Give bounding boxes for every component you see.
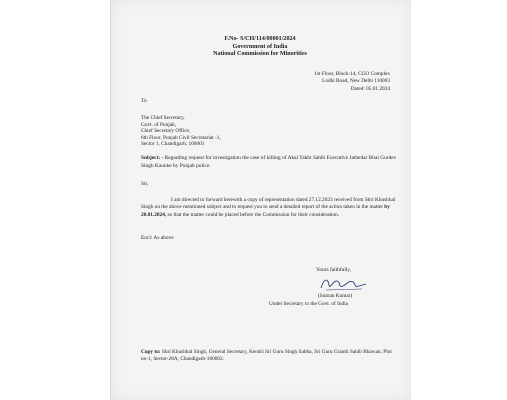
subject-text: Regarding request for investigation the case of killing of Akal Takht Sahib Executive Jathedar Bhai Gurdev Singh Kaunke by Punjab police. [141, 155, 397, 169]
recipient-line: 6th Floor, Punjab Civil Secretariat -1, [141, 134, 221, 141]
body-deadline: by 20.01.2024, [141, 204, 390, 218]
to-label: To [141, 98, 147, 104]
signatory-title: Under Secretary to the Govt. of India [269, 301, 348, 307]
body-text-part2: so that the matter could be placed before the Commission for their consideration. [166, 211, 340, 218]
address-line2: Lodhi Road, New Delhi 110003 [322, 78, 390, 85]
copy-text: Shri Khushhal Singh, General Secretary, Kendri Sri Guru Singh Sabha, Sri Guru Granth Sahib Bhawan, Plot no-1, Sector-28A, Chandigarh-160002. [141, 349, 392, 363]
file-number: F.No- S/CH/114/00001/2024 [224, 36, 296, 42]
recipient-line: Sector 1, Chandigarh, 160001 [141, 141, 205, 147]
recipient-line: Govt. of Punjab, [141, 121, 177, 128]
letter-date: Dated: 05.01.2024 [350, 85, 390, 92]
org-name-line2: National Commission for Minorities [213, 51, 307, 58]
recipient-line: The Chief Secretary, [141, 115, 185, 121]
body-text-part1: I am directed to forward herewith a copy of representation dated 27.12.2023 received from Shri Khushhal Singh on the above mentioned subject and to request you to send a detailed report of the action taken in the matter [141, 197, 396, 211]
copy-to [141, 349, 399, 364]
recipient-address [141, 115, 221, 148]
subject-line [141, 155, 399, 170]
copy-label: Copy to: [141, 349, 161, 355]
salutation: Sir, [141, 181, 149, 187]
handwritten-signature [318, 274, 368, 294]
sender-address [260, 71, 390, 93]
enclosure-note: Encl: As above [141, 235, 174, 241]
recipient-line: Chief Secretary Office, [141, 128, 191, 134]
subject-label: Subject: - [141, 155, 164, 161]
address-line1: 1st Floor, Block-14, CGO Complex [314, 71, 390, 77]
closing-phrase: Yours faithfully, [316, 267, 352, 273]
signatory-name: (Suman Kumar) [318, 293, 353, 299]
letter-header [110, 36, 410, 59]
org-name-line1: Government of India [232, 43, 288, 50]
letter-body [141, 197, 399, 219]
